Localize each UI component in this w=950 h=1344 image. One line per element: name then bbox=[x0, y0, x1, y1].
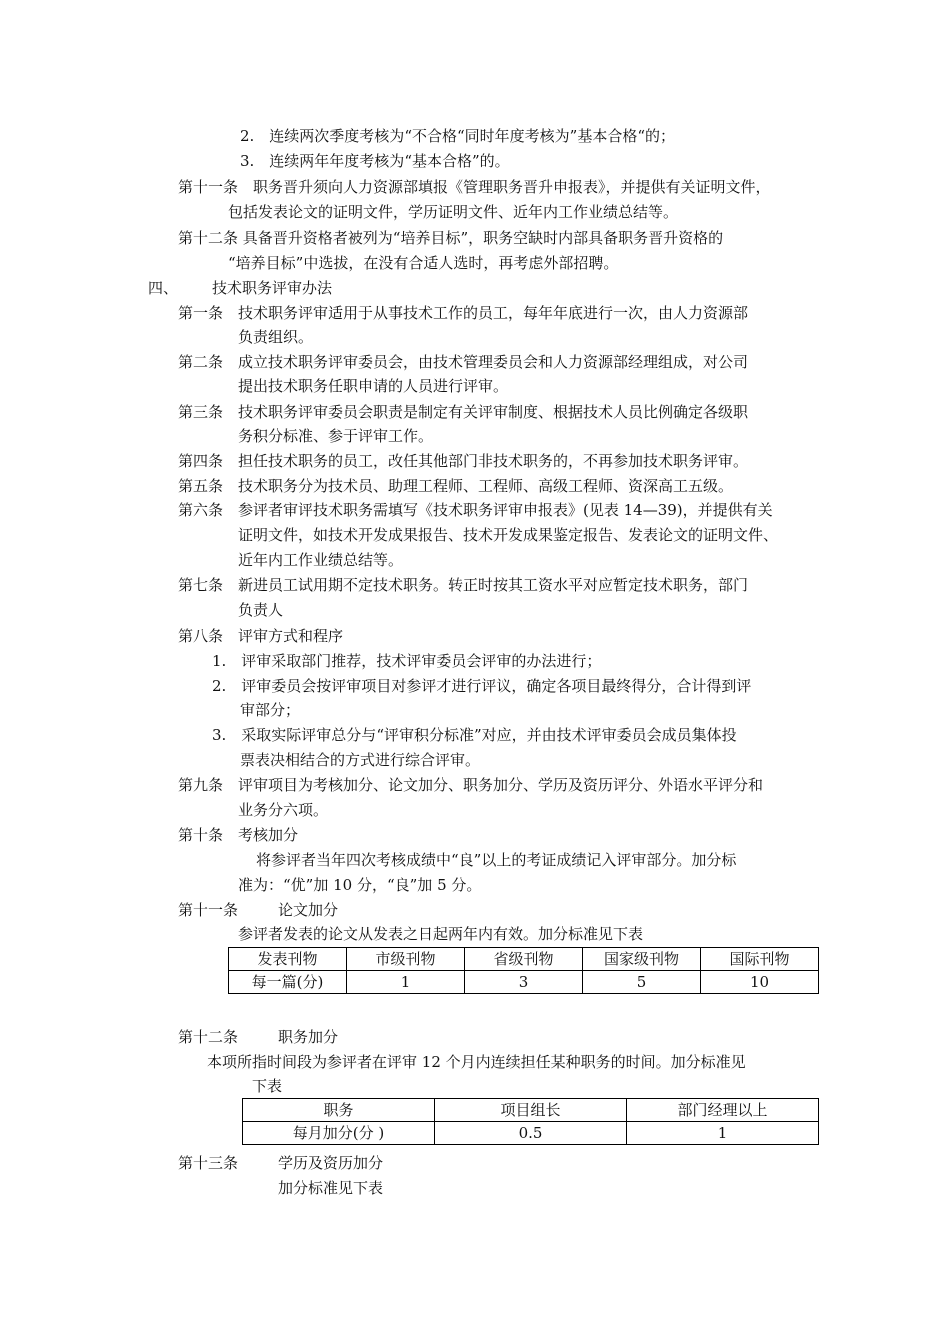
article-text: 负责组织。 bbox=[238, 328, 314, 346]
article-text: 第十一条 职务晋升须向人力资源部填报《管理职务晋升申报表》，并提供有关证明文件， bbox=[178, 178, 771, 196]
table-row bbox=[243, 1122, 819, 1145]
article-text: 提出技术职务任职申请的人员进行评审。 bbox=[238, 377, 509, 395]
table-cell: 3 bbox=[465, 971, 583, 994]
table-cell: 1 bbox=[627, 1122, 819, 1145]
article-text: 参评者发表的论文从发表之日起两年内有效。加分标准见下表 bbox=[238, 925, 644, 943]
table-header-cell: 国家级刊物 bbox=[583, 948, 701, 971]
table-header-cell: 省级刊物 bbox=[465, 948, 583, 971]
article-text: 第六条 参评者审评技术职务需填写《技术职务评审申报表》(见表 14—39)，并提供有关 bbox=[178, 501, 773, 519]
table-row bbox=[229, 948, 819, 971]
table-cell: 10 bbox=[701, 971, 819, 994]
article-text: 第十条 考核加分 bbox=[178, 826, 299, 844]
table-row bbox=[243, 1099, 819, 1122]
table-cell: 每月加分(分 ) bbox=[243, 1122, 435, 1145]
article-heading: 第十一条 bbox=[178, 901, 239, 919]
article-text: 第一条 技术职务评审适用于从事技术工作的员工，每年年底进行一次，由人力资源部 bbox=[178, 304, 749, 322]
table-header-cell: 市级刊物 bbox=[347, 948, 465, 971]
list-item: 1. 评审采取部门推荐，技术评审委员会评审的办法进行； bbox=[212, 652, 602, 670]
table-header-cell: 国际刊物 bbox=[701, 948, 819, 971]
article-text: 准为：“优”加 10 分，“良”加 5 分。 bbox=[238, 876, 482, 894]
article-text: 本项所指时间段为参评者在评审 12 个月内连续担任某种职务的时间。加分标准见 bbox=[207, 1053, 746, 1071]
article-heading: 第十三条 bbox=[178, 1154, 239, 1172]
list-item: 2. 评审委员会按评审项目对参评才进行评议，确定各项目最终得分，合计得到评 bbox=[212, 677, 752, 695]
article-text: 第五条 技术职务分为技术员、助理工程师、工程师、高级工程师、资深高工五级。 bbox=[178, 477, 734, 495]
table-header-cell: 项目组长 bbox=[435, 1099, 627, 1122]
list-item: 票表决相结合的方式进行综合评审。 bbox=[240, 751, 481, 769]
paper-points-table bbox=[228, 947, 819, 994]
table-cell: 0.5 bbox=[435, 1122, 627, 1145]
article-text: 第二条 成立技术职务评审委员会，由技术管理委员会和人力资源部经理组成，对公司 bbox=[178, 353, 749, 371]
list-item: 3. 采取实际评审总分与“评审积分标准”对应，并由技术评审委员会成员集体投 bbox=[212, 726, 737, 744]
section-number: 四、 bbox=[148, 279, 179, 297]
table-header-cell: 部门经理以上 bbox=[627, 1099, 819, 1122]
position-points-table bbox=[242, 1098, 819, 1145]
table-header-cell: 发表刊物 bbox=[229, 948, 347, 971]
article-text: “培养目标”中选拔，在没有合适人选时，再考虑外部招聘。 bbox=[228, 254, 619, 272]
list-item: 2. 连续两次季度考核为“不合格“同时年度考核为”基本合格“的； bbox=[240, 127, 675, 145]
article-text: 第三条 技术职务评审委员会职责是制定有关评审制度、根据技术人员比例确定各级职 bbox=[178, 403, 749, 421]
article-text: 第十二条 具备晋升资格者被列为“培养目标”，职务空缺时内部具备职务晋升资格的 bbox=[178, 229, 724, 247]
table-cell: 每一篇(分) bbox=[229, 971, 347, 994]
article-text: 负责人 bbox=[238, 601, 284, 619]
article-text: 业务分六项。 bbox=[238, 801, 329, 819]
article-heading: 论文加分 bbox=[278, 901, 339, 919]
section-title: 技术职务评审办法 bbox=[212, 279, 333, 297]
article-text: 加分标准见下表 bbox=[278, 1179, 384, 1197]
table-cell: 5 bbox=[583, 971, 701, 994]
article-heading: 第十二条 bbox=[178, 1028, 239, 1046]
table-header-cell: 职务 bbox=[243, 1099, 435, 1122]
article-text: 第四条 担任技术职务的员工，改任其他部门非技术职务的，不再参加技术职务评审。 bbox=[178, 452, 749, 470]
article-text: 证明文件，如技术开发成果报告、技术开发成果鉴定报告、发表论文的证明文件、 bbox=[238, 526, 779, 544]
article-text: 近年内工作业绩总结等。 bbox=[238, 551, 404, 569]
article-text: 第八条 评审方式和程序 bbox=[178, 627, 344, 645]
article-text: 第九条 评审项目为考核加分、论文加分、职务加分、学历及资历评分、外语水平评分和 bbox=[178, 776, 764, 794]
list-item: 3. 连续两年年度考核为“基本合格”的。 bbox=[240, 152, 510, 170]
article-text: 第七条 新进员工试用期不定技术职务。转正时按其工资水平对应暂定技术职务，部门 bbox=[178, 576, 749, 594]
article-text: 务积分标准、参于评审工作。 bbox=[238, 427, 434, 445]
article-text: 下表 bbox=[252, 1077, 283, 1095]
article-text: 包括发表论文的证明文件，学历证明文件、近年内工作业绩总结等。 bbox=[228, 203, 679, 221]
list-item: 审部分； bbox=[240, 701, 301, 719]
article-heading: 学历及资历加分 bbox=[278, 1154, 384, 1172]
table-cell: 1 bbox=[347, 971, 465, 994]
article-text: 将参评者当年四次考核成绩中“良”以上的考证成绩记入评审部分。加分标 bbox=[256, 851, 737, 869]
article-heading: 职务加分 bbox=[278, 1028, 339, 1046]
table-row bbox=[229, 971, 819, 994]
